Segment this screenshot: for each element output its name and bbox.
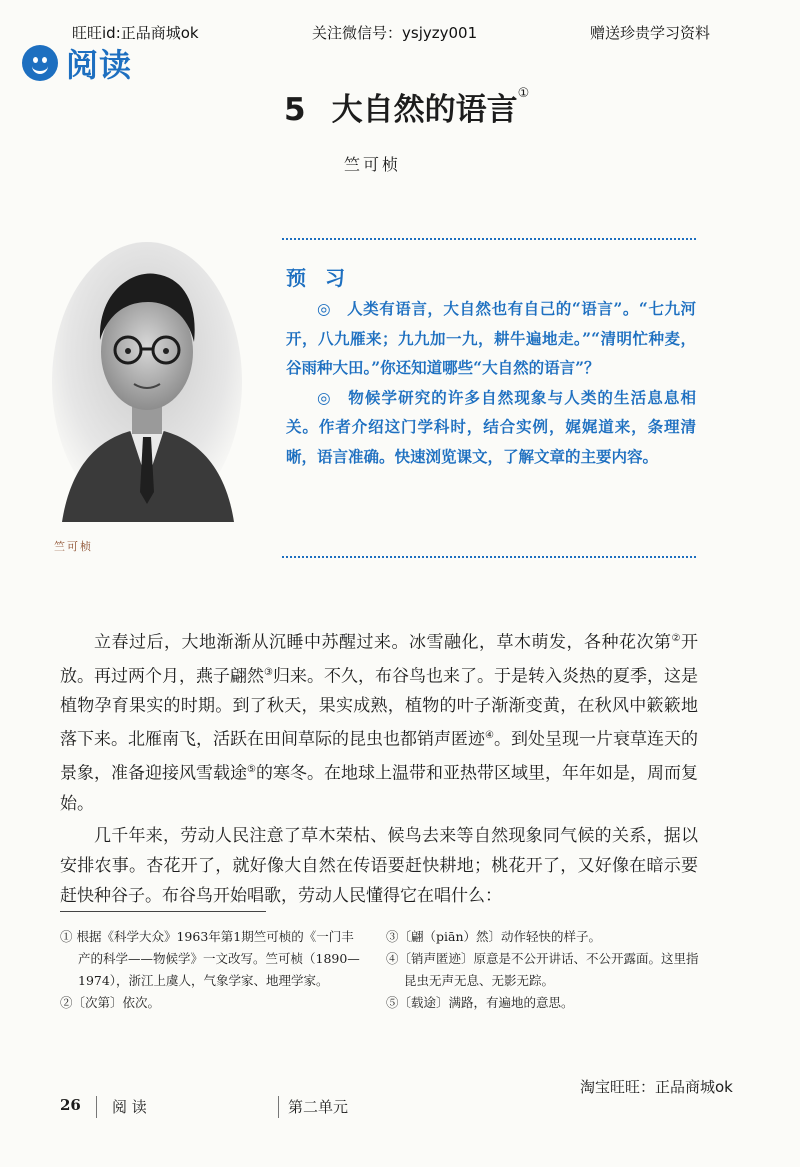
author-portrait [52, 232, 242, 522]
lesson-title [284, 84, 529, 129]
body-paragraph-2: 几千年来，劳动人民注意了草木荣枯、候鸟去来等自然现象同气候的关系，据以安排农事。杏花开了，就好像大自然在传语要赶快耕地；桃花开了，又好像在暗示要赶快种谷子。布谷鸟开始唱歌，劳动人民懂得它在唱什么： [60, 825, 698, 906]
smiley-icon [22, 45, 58, 81]
footnote-mark: ⑤ [247, 763, 256, 775]
lesson-number: 5 [284, 92, 306, 128]
lesson-title-text: 大自然的语言 [331, 92, 518, 128]
watermark-right: 赠送珍贵学习资料 [590, 24, 711, 42]
page-number: 26 [60, 1096, 81, 1114]
author-name: 竺可桢 [344, 155, 402, 174]
preview-paragraph-2: ◎ 物候学研究的许多自然现象与人类的生活息息相关。作者介绍这门学科时，结合实例，娓娓道来，条理清晰，语言准确。快速浏览课文，了解文章的主要内容。 [286, 387, 696, 466]
watermark-bottom: 淘宝旺旺：正品商城ok [580, 1078, 733, 1096]
footer-unit: 第二单元 [288, 1098, 349, 1116]
preview-text [286, 294, 696, 471]
title-note-mark: ① [517, 86, 530, 101]
section-label: 阅读 [66, 46, 133, 84]
footnote-mark: ② [671, 633, 681, 644]
footnote-1: ① 根据《科学大众》1963年第1期竺可桢的《一门丰产的科学——物候学》一文改写。竺可桢（1890—1974），浙江上虞人，气象学家、地理学家。 [60, 929, 360, 988]
footnotes-left [60, 926, 365, 1014]
footnote-4: ④〔销声匿迹〕原意是不公开讲话、不公开露面。这里指昆虫无声无息、无影无踪。 [386, 951, 699, 988]
footnote-rule [60, 911, 266, 912]
footnote-3: ③〔翩（piān）然〕动作轻快的样子。 [386, 929, 602, 944]
footer-divider [96, 1096, 97, 1118]
preview-heading: 预 习 [286, 266, 351, 290]
body-paragraph-1: 立春过后，大地渐渐从沉睡中苏醒过来。冰雪融化，草木萌发，各种花次第②开放。再过两个月，燕子翩然③归来。不久，布谷鸟也来了。于是转入炎热的夏季，这是植物孕育果实的时期。到了秋天，果实成熟，植物的叶子渐渐变黄，在秋风中簌簌地落下来。北雁南飞，活跃在田间草际的昆虫也都销声匿迹④。到处呈现一片衰草连天的景象，准备迎接风雪载途⑤的寒冬。在地球上温带和亚热带区域里，年年如是，周而复始。 [60, 632, 699, 814]
portrait-caption: 竺可桢 [54, 540, 93, 553]
preview-top-border [282, 238, 696, 240]
watermark-center: 关注微信号：ysjyzy001 [312, 24, 478, 42]
body-text [60, 624, 698, 913]
footnote-mark: ③ [264, 666, 273, 678]
watermark-left: 旺旺id:正品商城ok [72, 24, 199, 42]
footnotes-right [386, 926, 708, 1014]
footer-section: 阅 读 [112, 1098, 147, 1116]
footer-divider [278, 1096, 279, 1118]
preview-paragraph-1: ◎ 人类有语言，大自然也有自己的“语言”。“七九河开，八九雁来；九九加一九，耕牛遍地走。”“清明忙种麦，谷雨种大田。”你还知道哪些“大自然的语言”？ [286, 299, 696, 377]
preview-bottom-border [282, 556, 696, 558]
footnote-mark: ④ [485, 730, 494, 742]
footnote-2: ②〔次第〕依次。 [60, 995, 161, 1010]
section-tag [22, 40, 132, 86]
footnote-5: ⑤〔载途〕满路，有遍地的意思。 [386, 995, 574, 1010]
